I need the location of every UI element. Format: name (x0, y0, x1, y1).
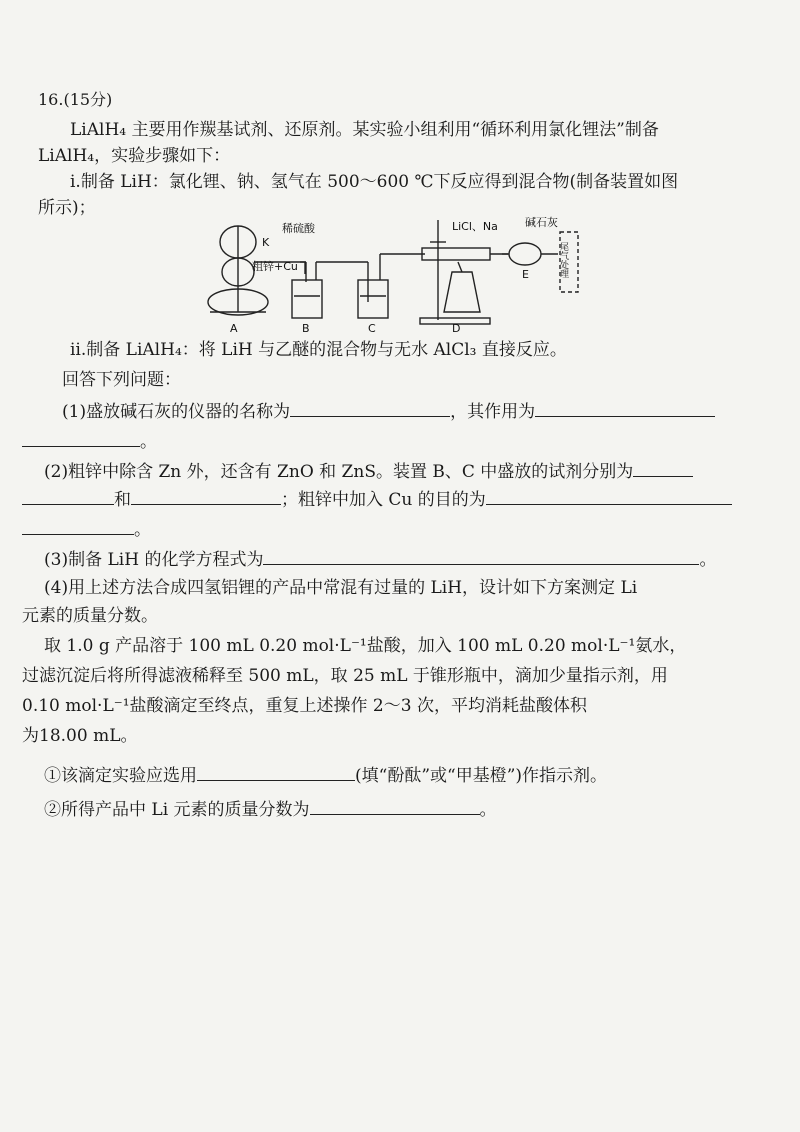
drying-tube-e (509, 243, 541, 265)
q1-blank-2[interactable] (535, 398, 715, 417)
q4-line-6: 为18.00 mL。 (22, 726, 138, 746)
answer-prompt: 回答下列问题： (62, 370, 181, 390)
step2-line: ⅱ.制备 LiAlH₄：将 LiH 与乙醚的混合物与无水 AlCl₃ 直接反应。 (70, 340, 567, 360)
q4-sub2 (44, 796, 497, 822)
q3-text: (3)制备 LiH 的化学方程式为 (44, 550, 264, 570)
q4-line-5: 0.10 mol·L⁻¹盐酸滴定至终点，重复上述操作 2～3 次，平均消耗盐酸体积 (22, 696, 587, 716)
step1-line-1: ⅰ.制备 LiH：氯化锂、钠、氢气在 500～600 ℃下反应得到混合物(制备装置如图 (70, 172, 679, 192)
q2-line-2 (22, 486, 732, 512)
q2-blank-1[interactable] (633, 458, 693, 477)
q1-blank-1[interactable] (290, 398, 450, 417)
q1-text-2: ，其作用为 (450, 402, 536, 422)
q3-line (44, 546, 716, 572)
q2-text-1: (2)粗锌中除含 Zn 外，还含有 ZnO 和 ZnS。装置 B、C 中盛放的试剂分别为 (44, 462, 634, 482)
q4-sub2-text: ②所得产品中 Li 元素的质量分数为 (44, 800, 310, 820)
q1-blank-3[interactable] (22, 428, 140, 447)
apparatus-diagram (190, 212, 610, 337)
q2-blank-4[interactable] (486, 486, 732, 505)
q4-sub1-blank[interactable] (197, 762, 355, 781)
q3-end: 。 (699, 550, 717, 570)
q2-blank-3[interactable] (131, 486, 281, 505)
bottle-b (292, 280, 322, 318)
bottle-c (358, 280, 388, 318)
label-a: A (230, 322, 238, 335)
q4-sub1 (44, 762, 607, 788)
reaction-tube (422, 248, 490, 260)
q2-blank-5[interactable] (22, 516, 134, 535)
burner (444, 272, 480, 312)
label-b: B (302, 322, 310, 335)
label-c: C (368, 322, 376, 335)
intro-line-2: LiAlH₄，实验步骤如下： (38, 146, 231, 166)
q3-blank[interactable] (263, 546, 699, 565)
label-k: K (262, 236, 270, 249)
label-dilute-acid: 稀硫酸 (282, 222, 315, 235)
intro-line-1: LiAlH₄ 主要用作羰基试剂、还原剂。某实验小组利用“循环利用氯化锂法”制备 (70, 120, 659, 140)
q2-line-3 (22, 516, 151, 542)
q4-sub1-text-2: (填“酚酞”或“甲基橙”)作指示剂。 (355, 766, 608, 786)
q1-text-1: (1)盛放碱石灰的仪器的名称为 (62, 402, 291, 422)
q2-blank-2[interactable] (22, 486, 114, 505)
label-tail: 尾气处理 (558, 242, 568, 278)
label-reagents: LiCl、Na (452, 220, 498, 233)
q2-text-2: ；粗锌中加入 Cu 的目的为 (281, 490, 486, 510)
q4-line-4: 过滤沉淀后将所得滤液稀释至 500 mL，取 25 mL 于锥形瓶中，滴加少量指示剂，用 (22, 666, 668, 686)
q1-end: 。 (140, 432, 157, 452)
q2-end: 。 (134, 520, 151, 540)
label-zinc: 粗锌+Cu (252, 260, 298, 273)
q1-line-2 (22, 428, 157, 454)
label-soda-lime: 碱石灰 (525, 216, 558, 229)
q4-sub2-blank[interactable] (310, 796, 480, 815)
q4-sub2-end: 。 (479, 800, 497, 820)
q4-sub1-text-1: ①该滴定实验应选用 (44, 766, 197, 786)
q2-and: 和 (114, 490, 131, 510)
label-d: D (452, 322, 461, 335)
q2-line-1 (44, 458, 693, 484)
q4-line-1: (4)用上述方法合成四氢铝锂的产品中常混有过量的 LiH，设计如下方案测定 Li (44, 578, 638, 598)
question-header: 16.(15分) (38, 90, 113, 109)
q1-line (62, 398, 715, 424)
q4-line-3: 取 1.0 g 产品溶于 100 mL 0.20 mol·L⁻¹盐酸，加入 100 mL 0.20 mol·L⁻¹氨水， (44, 636, 687, 656)
label-e: E (522, 268, 529, 281)
q4-line-2: 元素的质量分数。 (22, 606, 158, 626)
step1-line-2: 所示)； (38, 198, 96, 218)
